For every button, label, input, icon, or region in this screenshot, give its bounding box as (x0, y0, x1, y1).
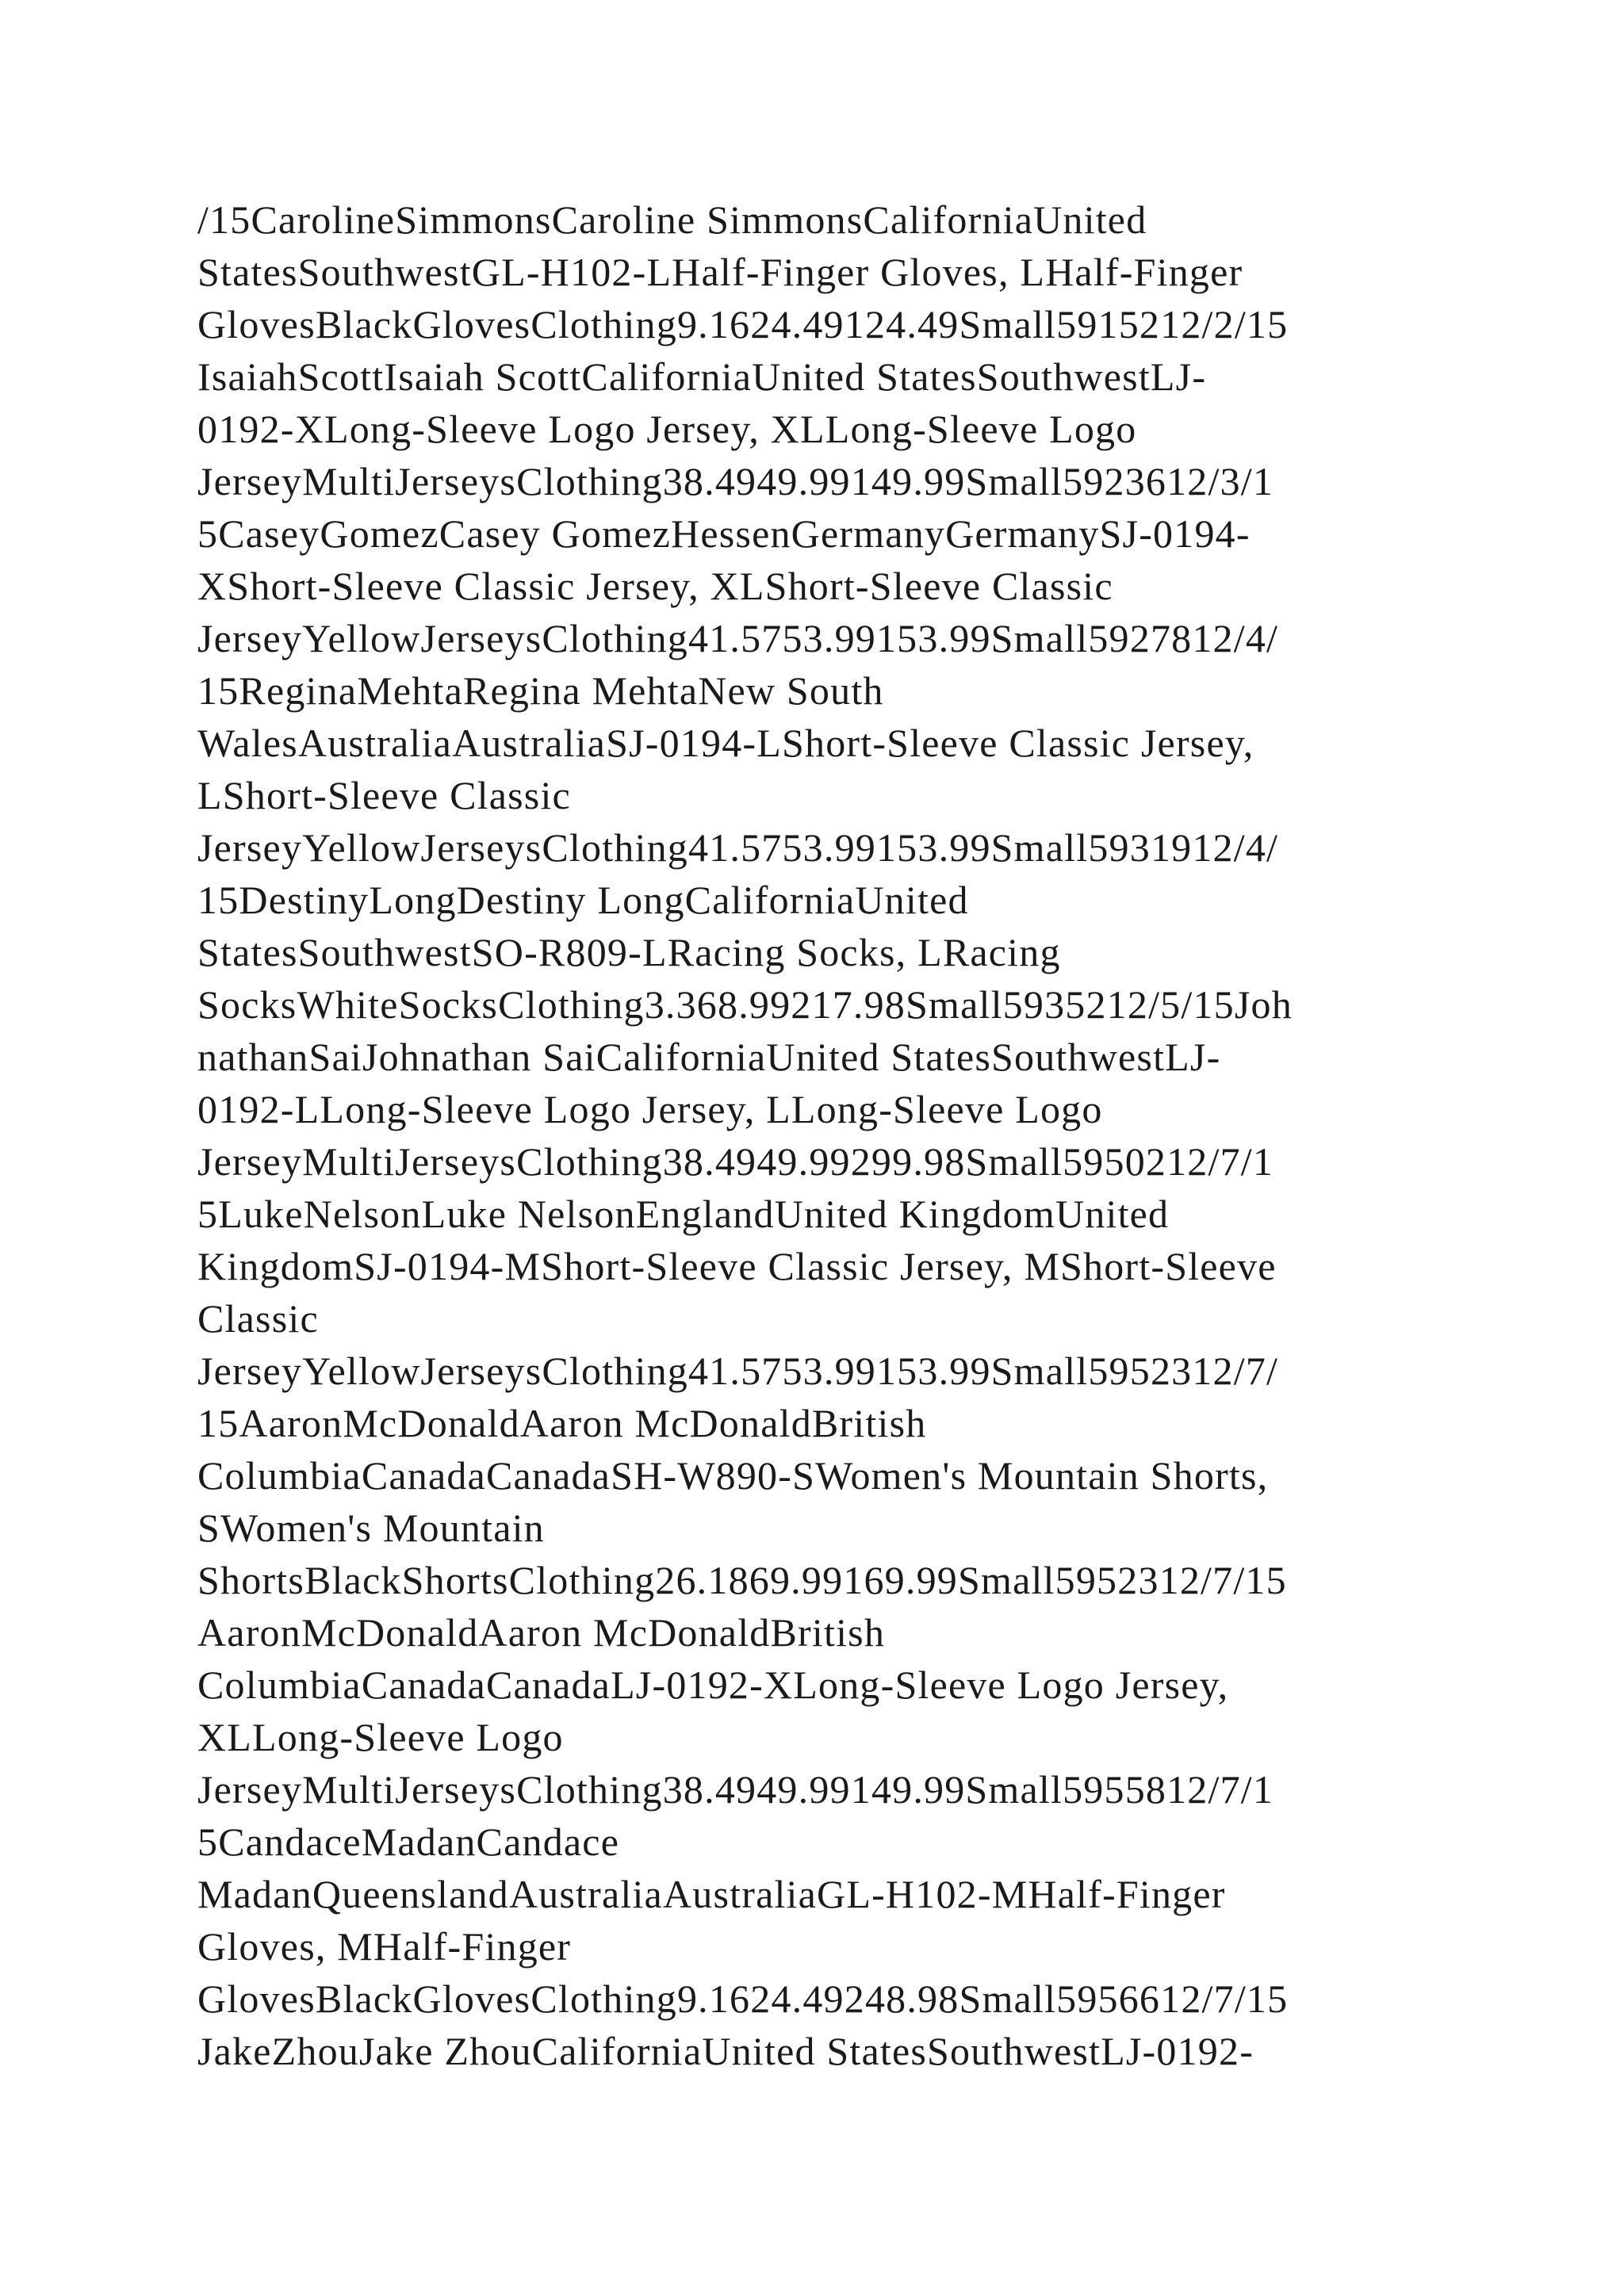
text-line: JerseyYellowJerseysClothing41.5753.99153.99Small5927812/4/ (197, 616, 1279, 660)
text-line: JerseyMultiJerseysClothing38.4949.99149.99Small5955812/7/1 (197, 1767, 1274, 1812)
text-line: Gloves, MHalf-Finger (197, 1924, 572, 1969)
text-line: LShort-Sleeve Classic (197, 773, 571, 817)
text-line: 5LukeNelsonLuke NelsonEnglandUnited KingdomUnited (197, 1192, 1170, 1236)
text-line: AaronMcDonaldAaron McDonaldBritish (197, 1610, 886, 1655)
text-line: 5CaseyGomezCasey GomezHessenGermanyGermanySJ-0194- (197, 511, 1251, 556)
text-line: JerseyYellowJerseysClothing41.5753.99153.99Small5931912/4/ (197, 825, 1279, 870)
text-line: ColumbiaCanadaCanadaSH-W890-SWomen's Mountain Shorts, (197, 1453, 1269, 1498)
text-line: GlovesBlackGlovesClothing9.1624.49248.98Small5956612/7/15 (197, 1976, 1289, 2021)
text-line: StatesSouthwestGL-H102-LHalf-Finger Gloves, LHalf-Finger (197, 250, 1243, 294)
text-line: KingdomSJ-0194-MShort-Sleeve Classic Jersey, MShort-Sleeve (197, 1244, 1277, 1288)
text-line: MadanQueenslandAustraliaAustraliaGL-H102-MHalf-Finger (197, 1872, 1226, 1916)
text-line: ShortsBlackShortsClothing26.1869.99169.99Small5952312/7/15 (197, 1558, 1287, 1602)
text-line: JerseyYellowJerseysClothing41.5753.99153.99Small5952312/7/ (197, 1349, 1279, 1393)
text-line: nathanSaiJohnathan SaiCaliforniaUnited StatesSouthwestLJ- (197, 1035, 1221, 1079)
text-line: 0192-LLong-Sleeve Logo Jersey, LLong-Sleeve Logo (197, 1087, 1103, 1131)
text-line: GlovesBlackGlovesClothing9.1624.49124.49Small5915212/2/15 (197, 302, 1289, 346)
text-line: 15ReginaMehtaRegina MehtaNew South (197, 668, 884, 713)
text-line: 15AaronMcDonaldAaron McDonaldBritish (197, 1401, 927, 1445)
text-line: JerseyMultiJerseysClothing38.4949.99299.98Small5950212/7/1 (197, 1139, 1274, 1184)
text-line: 5CandaceMadanCandace (197, 1820, 620, 1864)
body-text (197, 193, 1498, 2077)
text-line: StatesSouthwestSO-R809-LRacing Socks, LRacing (197, 930, 1061, 974)
text-line: XShort-Sleeve Classic Jersey, XLShort-Sleeve Classic (197, 564, 1113, 608)
text-line: JerseyMultiJerseysClothing38.4949.99149.99Small5923612/3/1 (197, 459, 1274, 503)
text-line: 0192-XLong-Sleeve Logo Jersey, XLLong-Sleeve Logo (197, 407, 1137, 451)
text-line: IsaiahScottIsaiah ScottCaliforniaUnited StatesSouthwestLJ- (197, 354, 1207, 399)
text-line: 15DestinyLongDestiny LongCaliforniaUnited (197, 878, 969, 922)
text-line: WalesAustraliaAustraliaSJ-0194-LShort-Sleeve Classic Jersey, (197, 721, 1254, 765)
text-line: SocksWhiteSocksClothing3.368.99217.98Small5935212/5/15Joh (197, 982, 1293, 1027)
text-line: /15CarolineSimmonsCaroline SimmonsCaliforniaUnited (197, 197, 1147, 242)
text-line: XLLong-Sleeve Logo (197, 1715, 564, 1759)
text-line: SWomen's Mountain (197, 1506, 545, 1550)
text-line: Classic (197, 1296, 319, 1341)
text-line: ColumbiaCanadaCanadaLJ-0192-XLong-Sleeve Logo Jersey, (197, 1663, 1229, 1707)
text-line: JakeZhouJake ZhouCaliforniaUnited StatesSouthwestLJ-0192- (197, 2029, 1254, 2073)
